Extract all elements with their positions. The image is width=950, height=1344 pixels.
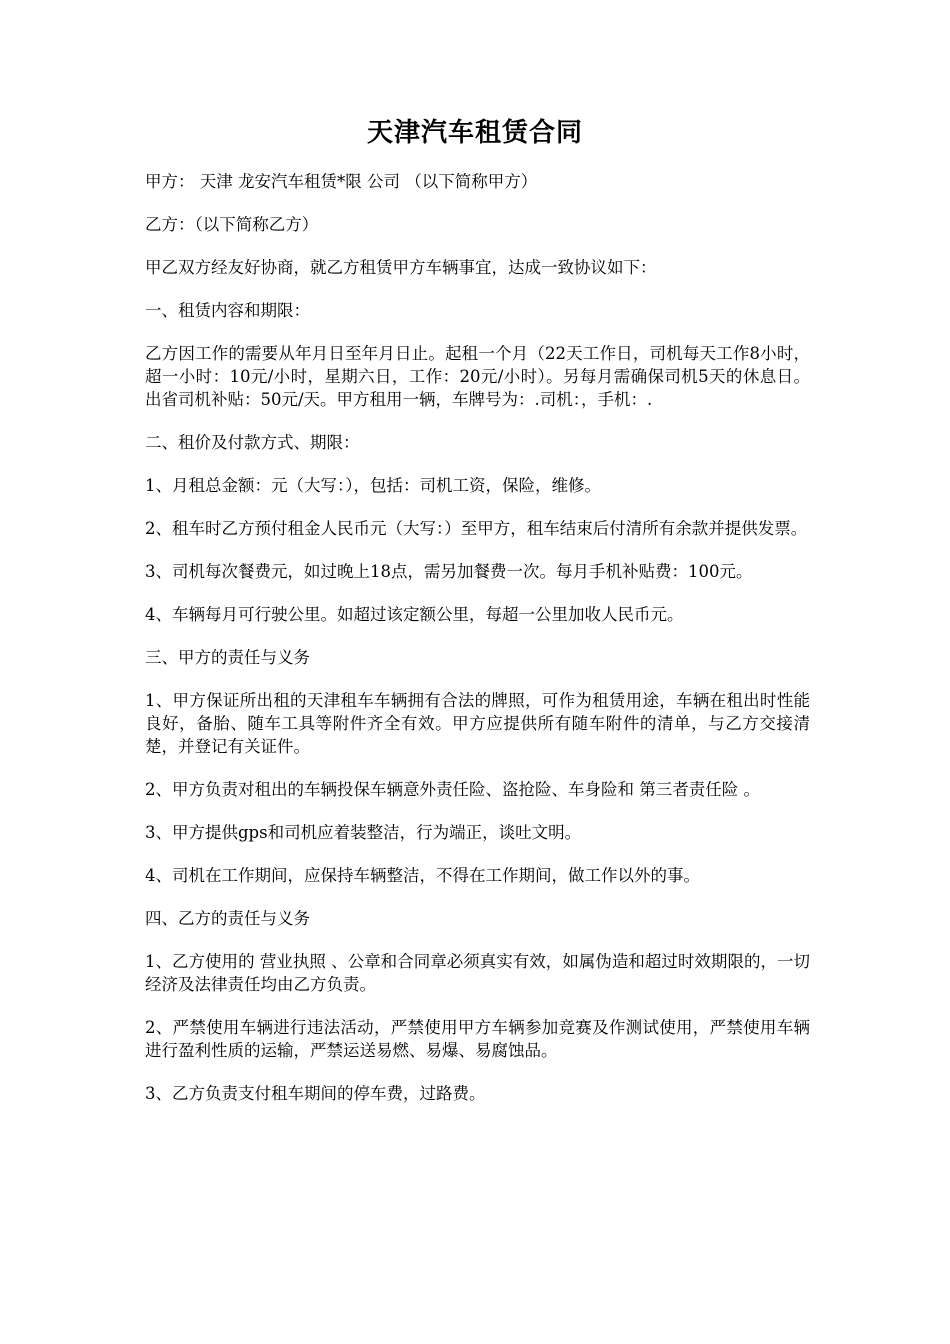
section-4-item-1: 1、乙方使用的 营业执照 、公章和合同章必须真实有效，如属伪造和超过时效期限的，一切经济及法律责任均由乙方负责。 — [145, 952, 810, 994]
section-3-item-3: 3、甲方提供gps和司机应着装整洁，行为端正，谈吐文明。 — [145, 823, 582, 842]
section-2-item-3: 3、司机每次餐费元，如过晚上18点，需另加餐费一次。每月手机补贴费：100元。 — [145, 562, 753, 581]
section-2-item-1: 1、月租总金额：元（大写：），包括：司机工资，保险，维修。 — [145, 476, 601, 495]
section-2-item-2: 2、租车时乙方预付租金人民币元（大写：）至甲方，租车结束后付清所有余款并提供发票。 — [145, 519, 808, 538]
section-4-item-3: 3、乙方负责支付租车期间的停车费，过路费。 — [145, 1084, 486, 1103]
section-2-item-4: 4、车辆每月可行驶公里。如超过该定额公里，每超一公里加收人民币元。 — [145, 605, 684, 624]
section-heading-3: 三、甲方的责任与义务 — [145, 648, 310, 667]
section-1-paragraph: 乙方因工作的需要从年月日至年月日止。起租一个月（22天工作日，司机每天工作8小时，超一小时：10元/小时，星期六日，工作：20元/小时）。另每月需确保司机5天的休息日。出省司机补贴：50元/天。甲方租用一辆，车牌号为：.司机：，手机：. — [145, 344, 810, 409]
document-body — [145, 170, 810, 1125]
section-heading-1: 一、租赁内容和期限： — [145, 301, 310, 320]
section-3-item-1: 1、甲方保证所出租的天津租车车辆拥有合法的牌照，可作为租赁用途，车辆在租出时性能良好，备胎、随车工具等附件齐全有效。甲方应提供所有随车附件的清单，与乙方交接清楚，并登记有关证件。 — [145, 691, 810, 756]
agreement-intro: 甲乙双方经友好协商，就乙方租赁甲方车辆事宜，达成一致协议如下： — [145, 258, 657, 277]
section-4-item-2: 2、严禁使用车辆进行违法活动，严禁使用甲方车辆参加竞赛及作测试使用，严禁使用车辆进行盈利性质的运输，严禁运送易燃、易爆、易腐蚀品。 — [145, 1018, 810, 1060]
section-3-item-2: 2、甲方负责对租出的车辆投保车辆意外责任险、盗抢险、车身险和 第三者责任险 。 — [145, 780, 760, 799]
party-a-line: 甲方： 天津 龙安汽车租赁*限 公司 （以下简称甲方） — [145, 172, 538, 191]
document-title: 天津汽车租赁合同 — [366, 118, 583, 148]
party-b-line: 乙方：（以下简称乙方） — [145, 215, 319, 234]
section-3-item-4: 4、司机在工作期间，应保持车辆整洁，不得在工作期间，做工作以外的事。 — [145, 866, 700, 885]
section-heading-2: 二、租价及付款方式、期限： — [145, 433, 360, 452]
section-heading-4: 四、乙方的责任与义务 — [145, 909, 310, 928]
